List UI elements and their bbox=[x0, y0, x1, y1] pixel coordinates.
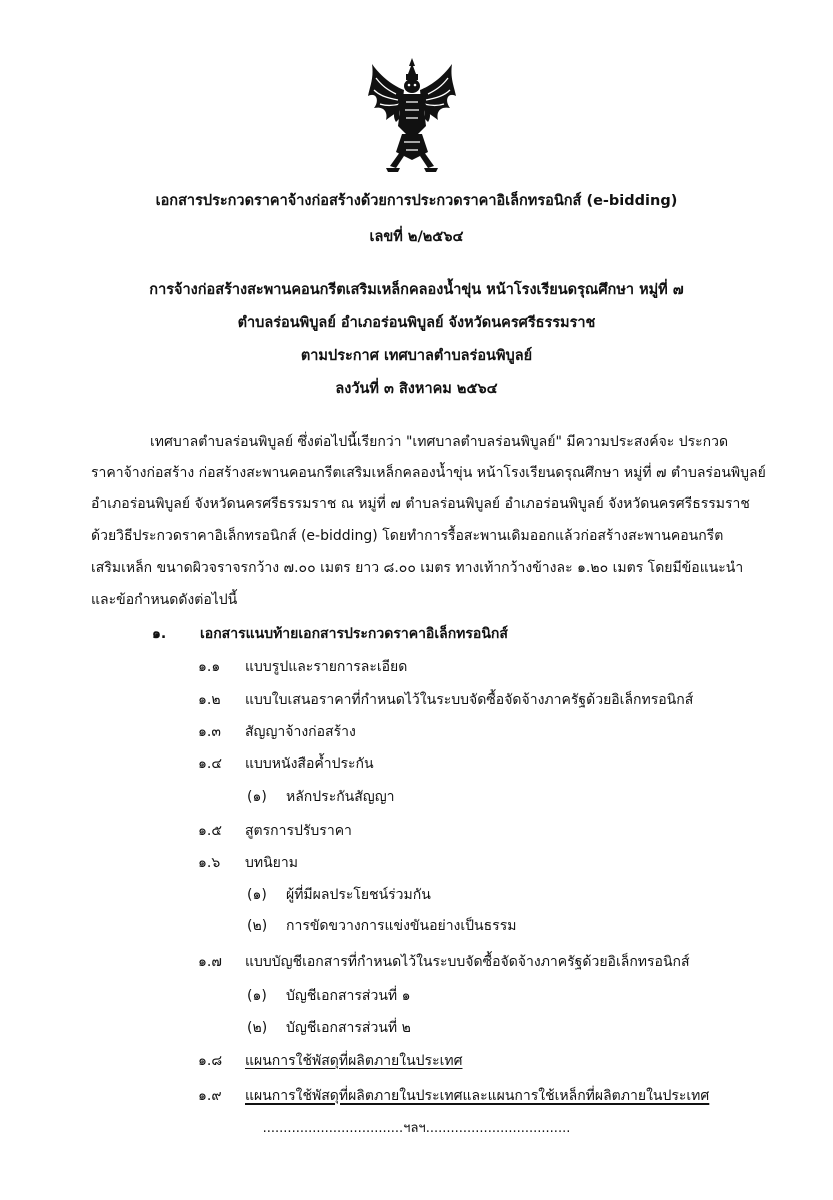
intro-line: เสริมเหล็ก ขนาดผิวจราจรกว้าง ๗.๐๐ เมตร ยาว ๘.๐๐ เมตร ทางเท้ากว้างข้างละ ๑.๒๐ เมตร โดยมีข้อแนะนำ bbox=[91, 560, 744, 576]
item-number: ๑.๓ bbox=[198, 724, 221, 740]
intro-line: อำเภอร่อนพิบูลย์ จังหวัดนครศรีธรรมราช ณ หมู่ที่ ๗ ตำบลร่อนพิบูลย์ อำเภอร่อนพิบูลย์ จังหวัดนครศรีธรรมราช bbox=[91, 496, 750, 512]
continuation-footer: ..................................ฯลฯ................................... bbox=[262, 1121, 571, 1136]
item-text: สูตรการปรับราคา bbox=[245, 823, 352, 839]
item-number: ๑.๔ bbox=[198, 756, 222, 772]
item-text: แบบใบเสนอราคาที่กำหนดไว้ในระบบจัดซื้อจัดจ้างภาครัฐด้วยอิเล็กทรอนิกส์ bbox=[245, 692, 694, 708]
section-number: ๑. bbox=[152, 626, 167, 642]
subitem-text: หลักประกันสัญญา bbox=[286, 789, 395, 805]
item-text: สัญญาจ้างก่อสร้าง bbox=[245, 724, 356, 740]
garuda-emblem-icon bbox=[366, 56, 458, 174]
item-number: ๑.๒ bbox=[198, 692, 221, 708]
item-number: ๑.๘ bbox=[198, 1053, 223, 1069]
item-number: ๑.๙ bbox=[198, 1088, 222, 1104]
item-number: ๑.๗ bbox=[198, 954, 222, 970]
intro-line: ราคาจ้างก่อสร้าง ก่อสร้างสะพานคอนกรีตเสริมเหล็กคลองน้ำขุ่น หน้าโรงเรียนดรุณศึกษา หมู่ที่ ๗ ตำบลร่อนพิบูลย์ bbox=[91, 465, 766, 481]
announcement-date: ลงวันที่ ๓ สิงหาคม ๒๕๖๔ bbox=[335, 381, 498, 397]
item-text: แผนการใช้พัสดุที่ผลิตภายในประเทศและแผนการใช้เหล็กที่ผลิตภายในประเทศ bbox=[245, 1088, 710, 1104]
item-text: แบบรูปและรายการละเอียด bbox=[245, 659, 408, 675]
subitem-number: (๒) bbox=[247, 1020, 268, 1036]
intro-line: เทศบาลตำบลร่อนพิบูลย์ ซึ่งต่อไปนี้เรียกว่า "เทศบาลตำบลร่อนพิบูลย์" มีความประสงค์จะ ประกวด bbox=[150, 434, 729, 450]
project-title-line-1: การจ้างก่อสร้างสะพานคอนกรีตเสริมเหล็กคลองน้ำขุ่น หน้าโรงเรียนดรุณศึกษา หมู่ที่ ๗ bbox=[149, 282, 684, 298]
item-text: แบบบัญชีเอกสารที่กำหนดไว้ในระบบจัดซื้อจัดจ้างภาครัฐด้วยอิเล็กทรอนิกส์ bbox=[245, 954, 690, 970]
document-title: เอกสารประกวดราคาจ้างก่อสร้างด้วยการประกวดราคาอิเล็กทรอนิกส์ (e-bidding) bbox=[155, 193, 678, 209]
document-number: เลขที่ ๒/๒๕๖๔ bbox=[369, 229, 464, 245]
item-number: ๑.๕ bbox=[198, 823, 222, 839]
subitem-text: บัญชีเอกสารส่วนที่ ๑ bbox=[286, 988, 411, 1004]
item-number: ๑.๖ bbox=[198, 855, 221, 871]
item-text: แผนการใช้พัสดุที่ผลิตภายในประเทศ bbox=[245, 1053, 463, 1069]
project-title-line-2: ตำบลร่อนพิบูลย์ อำเภอร่อนพิบูลย์ จังหวัดนครศรีธรรมราช bbox=[237, 315, 596, 331]
subitem-number: (๒) bbox=[247, 918, 268, 934]
intro-line: ด้วยวิธีประกวดราคาอิเล็กทรอนิกส์ (e-bidding) โดยทำการรื้อสะพานเดิมออกแล้วก่อสร้างสะพานคอนกรีต bbox=[91, 528, 724, 544]
item-text: บทนิยาม bbox=[245, 855, 298, 871]
subitem-number: (๑) bbox=[247, 887, 267, 903]
subitem-number: (๑) bbox=[247, 789, 267, 805]
subitem-text: ผู้ที่มีผลประโยชน์ร่วมกัน bbox=[286, 887, 431, 903]
item-text: แบบหนังสือค้ำประกัน bbox=[245, 756, 374, 772]
section-title: เอกสารแนบท้ายเอกสารประกวดราคาอิเล็กทรอนิกส์ bbox=[200, 626, 508, 642]
subitem-text: การขัดขวางการแข่งขันอย่างเป็นธรรม bbox=[286, 918, 517, 934]
subitem-number: (๑) bbox=[247, 988, 267, 1004]
announcement-line: ตามประกาศ เทศบาลตำบลร่อนพิบูลย์ bbox=[300, 348, 533, 364]
intro-line: และข้อกำหนดดังต่อไปนี้ bbox=[91, 592, 238, 608]
item-number: ๑.๑ bbox=[198, 659, 221, 675]
subitem-text: บัญชีเอกสารส่วนที่ ๒ bbox=[286, 1020, 411, 1036]
